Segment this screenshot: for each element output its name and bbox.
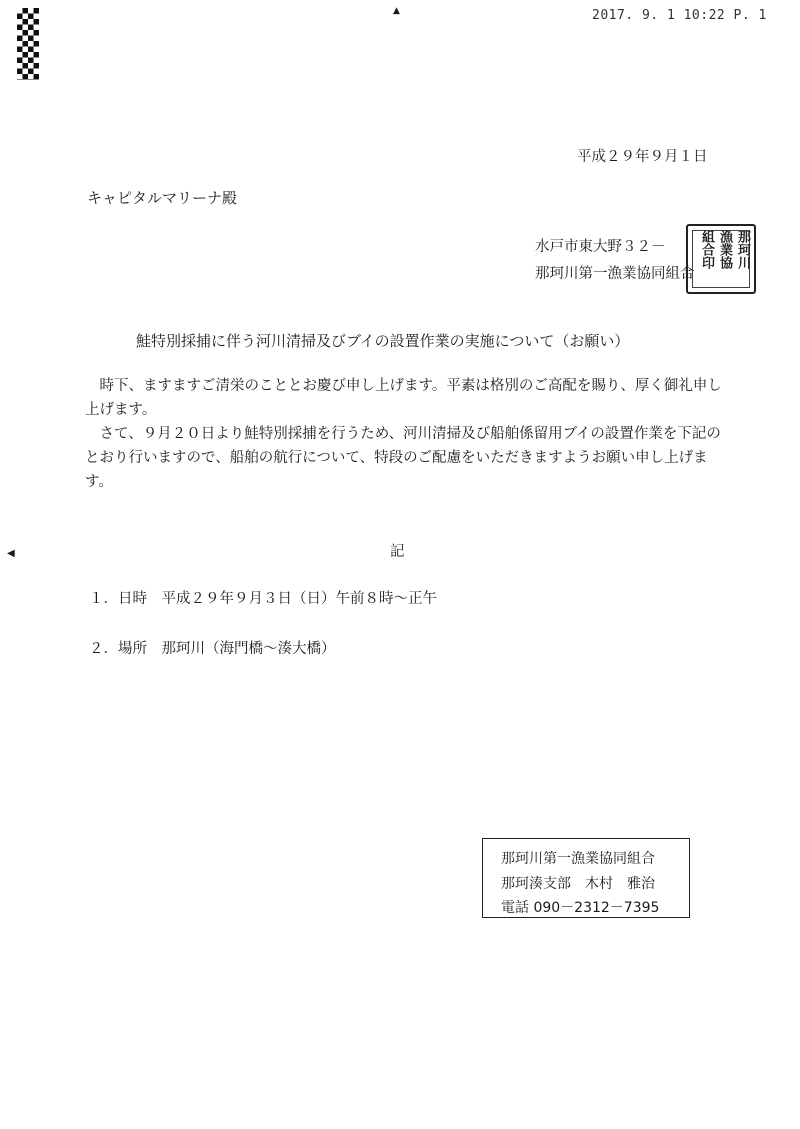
fax-header: 2017. 9. 1 10:22 P. 1: [592, 8, 767, 23]
paragraph-greeting: 時下、ますますご清栄のこととお慶び申し上げます。平素は格別のご高配を賜り、厚く御礼申し上げます。: [85, 378, 722, 418]
sender-address: 水戸市東大野３２－: [535, 239, 666, 255]
document-date: 平成２９年９月１日: [577, 149, 708, 165]
sender-organization: 那珂川第一漁業協同組合: [535, 266, 695, 282]
paragraph-request: さて、９月２０日より鮭特別採捕を行うため、河川清掃及び船舶係留用ブイの設置作業を下記のとおり行いますので、船舶の航行について、特段のご配慮をいただきますようお願い申し上げます。: [85, 426, 721, 490]
contact-box: [482, 838, 690, 918]
triangle-up-icon: ▲: [393, 6, 400, 16]
contact-organization: 那珂川第一漁業協同組合: [501, 851, 655, 867]
ki-heading: 記: [390, 544, 405, 560]
item-location: ２．場所 那珂川（海門橋～湊大橋）: [89, 641, 336, 657]
fax-checker-mark: [17, 8, 39, 80]
organization-seal: [686, 224, 756, 294]
body-text: [85, 374, 725, 494]
document-subject: 鮭特別採捕に伴う河川清掃及びブイの設置作業の実施について（お願い）: [136, 332, 630, 350]
seal-column-1: 那珂川: [735, 230, 750, 269]
seal-column-2: 漁業協: [717, 230, 732, 269]
addressee: キャピタルマリーナ殿: [87, 189, 238, 207]
item-datetime: １．日時 平成２９年９月３日（日）午前８時～正午: [89, 591, 437, 607]
triangle-left-icon: ◀: [7, 548, 15, 559]
contact-person: 那珂湊支部 木村 雅治: [501, 876, 655, 892]
contact-phone: 電話 090－2312－7395: [501, 900, 660, 916]
seal-column-3: 組合印: [699, 230, 714, 269]
